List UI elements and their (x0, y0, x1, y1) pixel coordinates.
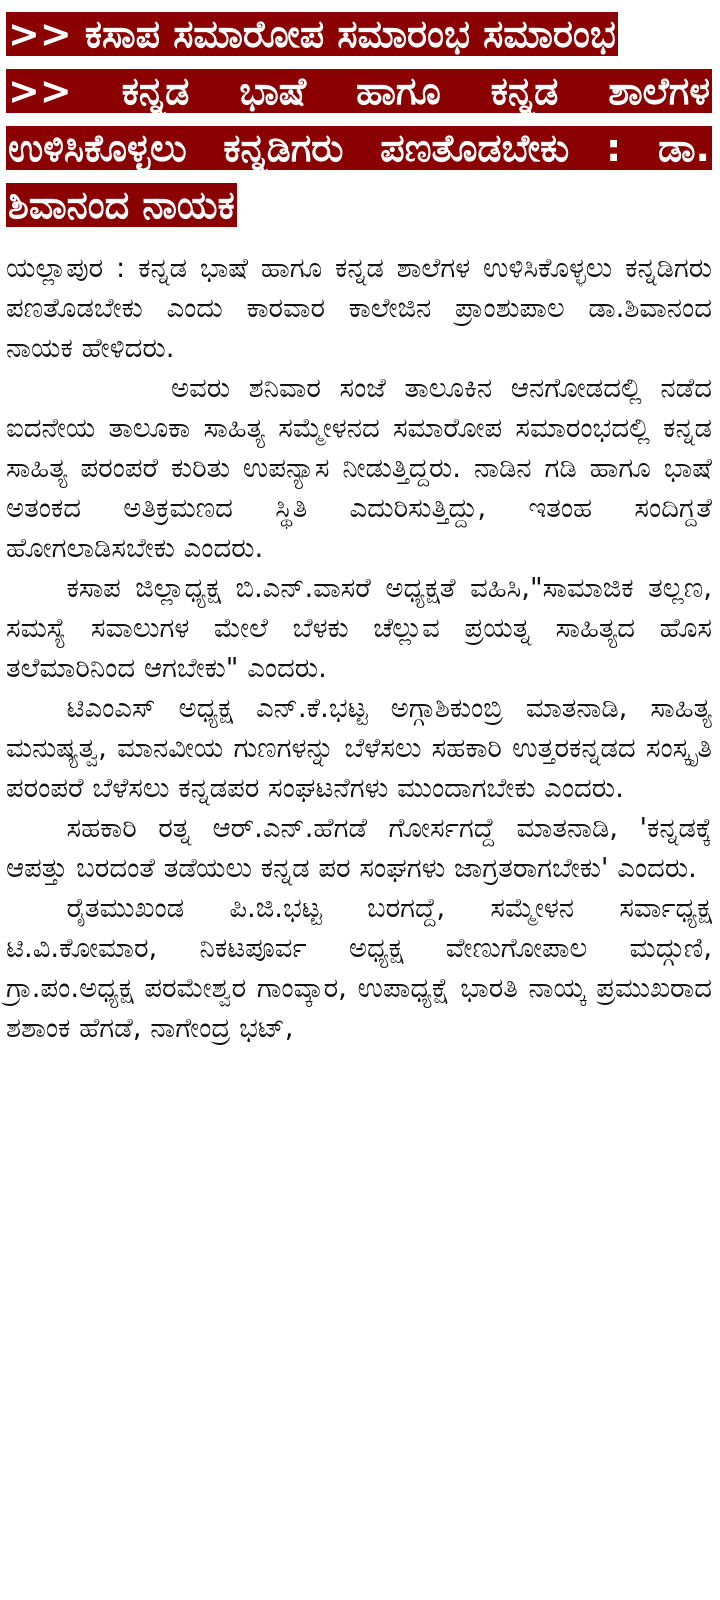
article-paragraph-5: ಸಹಕಾರಿ ರತ್ನ ಆರ್.ಎನ್.ಹೆಗಡೆ ಗೋರ್ಸಗದ್ದೆ ಮಾತನಾಡಿ, 'ಕನ್ನಡಕ್ಕೆ ಆಪತ್ತು ಬರದಂತೆ ತಡೆಯಲು ಕನ್ನಡ ಪರ ಸಂಘಗಳು ಜಾಗ್ರತರಾಗಬೇಕು' ಎಂದರು. (6, 812, 712, 884)
article-paragraph-2: ಅವರು ಶನಿವಾರ ಸಂಜೆ ತಾಲೂಕಿನ ಆನಗೋಡದಲ್ಲಿ ನಡೆದ ಐದನೇಯ ತಾಲೂಕಾ ಸಾಹಿತ್ಯ ಸಮ್ಮೇಳನದ ಸಮಾರೋಪ ಸಮಾರಂಭದಲ್ಲಿ ಕನ್ನಡ ಸಾಹಿತ್ಯ ಪರಂಪರೆ ಕುರಿತು ಉಪನ್ಯಾಸ ನೀಡುತ್ತಿದ್ದರು. ನಾಡಿನ ಗಡಿ ಹಾಗೂ ಭಾಷೆ ಅತಂಕದ ಅತಿಕ್ರಮಣದ ಸ್ಥಿತಿ ಎದುರಿಸುತ್ತಿದ್ದು, ಇತಂಹ ಸಂದಿಗ್ದತೆ ಹೋಗಲಾಡಿಸಬೇಕು ಎಂದರು. (6, 372, 712, 564)
headline-primary-text: >> ಕಸಾಪ ಸಮಾರೋಪ ಸಮಾರಂಭ ಸಮಾರಂಭ (8, 12, 616, 56)
headline-primary (6, 6, 712, 63)
article-body (6, 248, 712, 1048)
headline-secondary (6, 63, 712, 234)
article-paragraph-4: ಟಿಎಂಎಸ್ ಅಧ್ಯಕ್ಷ ಎನ್.ಕೆ.ಭಟ್ಟ ಅಗ್ಗಾಶಿಕುಂಬ್ರಿ ಮಾತನಾಡಿ, ಸಾಹಿತ್ಯ ಮನುಷ್ಯತ್ವ, ಮಾನವೀಯ ಗುಣಗಳನ್ನು ಬೆಳೆಸಲು ಸಹಕಾರಿ ಉತ್ತರಕನ್ನಡದ ಸಂಸ್ಕೃತಿ ಪರಂಪರೆ ಬೆಳೆಸಲು ಕನ್ನಡಪರ ಸಂಘಟನೆಗಳು ಮುಂದಾಗಬೇಕು ಎಂದರು. (6, 692, 712, 804)
article-paragraph-1: ಯಲ್ಲಾಪುರ : ಕನ್ನಡ ಭಾಷೆ ಹಾಗೂ ಕನ್ನಡ ಶಾಲೆಗಳ ಉಳಿಸಿಕೊಳ್ಳಲು ಕನ್ನಡಿಗರು ಪಣತೊಡಬೇಕು ಎಂದು ಕಾರವಾರ ಕಾಲೇಜಿನ ಪ್ರಾಂಶುಪಾಲ ಡಾ.ಶಿವಾನಂದ ನಾಯಕ ಹೇಳಿದರು. (6, 252, 712, 364)
article-paragraph-3: ಕಸಾಪ ಜಿಲ್ಲಾಧ್ಯಕ್ಷ ಬಿ.ಎನ್.ವಾಸರೆ ಅಧ್ಯಕ್ಷತೆ ವಹಿಸಿ,"ಸಾಮಾಜಿಕ ತಲ್ಲಣ, ಸಮಸ್ಯೆ ಸವಾಲುಗಳ ಮೇಲೆ ಬೆಳಕು ಚೆಲ್ಲುವ ಪ್ರಯತ್ನ ಸಾಹಿತ್ಯದ ಹೊಸ ತಲೆಮಾರಿನಿಂದ ಆಗಬೇಕು" ಎಂದರು. (6, 572, 712, 684)
headline-secondary-text: >> ಕನ್ನಡ ಭಾಷೆ ಹಾಗೂ ಕನ್ನಡ ಶಾಲೆಗಳ ಉಳಿಸಿಕೊಳ್ಳಲು ಕನ್ನಡಿಗರು ಪಣತೊಡಬೇಕು : ಡಾ. ಶಿವಾನಂದ ನಾಯಕ (8, 69, 710, 227)
article-paragraph-6: ರೈತಮುಖಂಡ ಪಿ.ಜಿ.ಭಟ್ಟ ಬರಗದ್ದೆ, ಸಮ್ಮೇಳನ ಸರ್ವಾಧ್ಯಕ್ಷ ಟಿ.ವಿ.ಕೋಮಾರ, ನಿಕಟಪೂರ್ವ ಅಧ್ಯಕ್ಷ ವೇಣುಗೋಪಾಲ ಮದ್ಗುಣಿ, ಗ್ರಾ.ಪಂ.ಅಧ್ಯಕ್ಷ ಪರಮೇಶ್ವರ ಗಾಂವ್ಕಾರ, ಉಪಾಧ್ಯಕ್ಷೆ ಭಾರತಿ ನಾಯ್ಕ ಪ್ರಮುಖರಾದ ಶಶಾಂಕ ಹೆಗಡೆ, ನಾಗೇಂದ್ರ ಭಟ್, (6, 892, 712, 1044)
